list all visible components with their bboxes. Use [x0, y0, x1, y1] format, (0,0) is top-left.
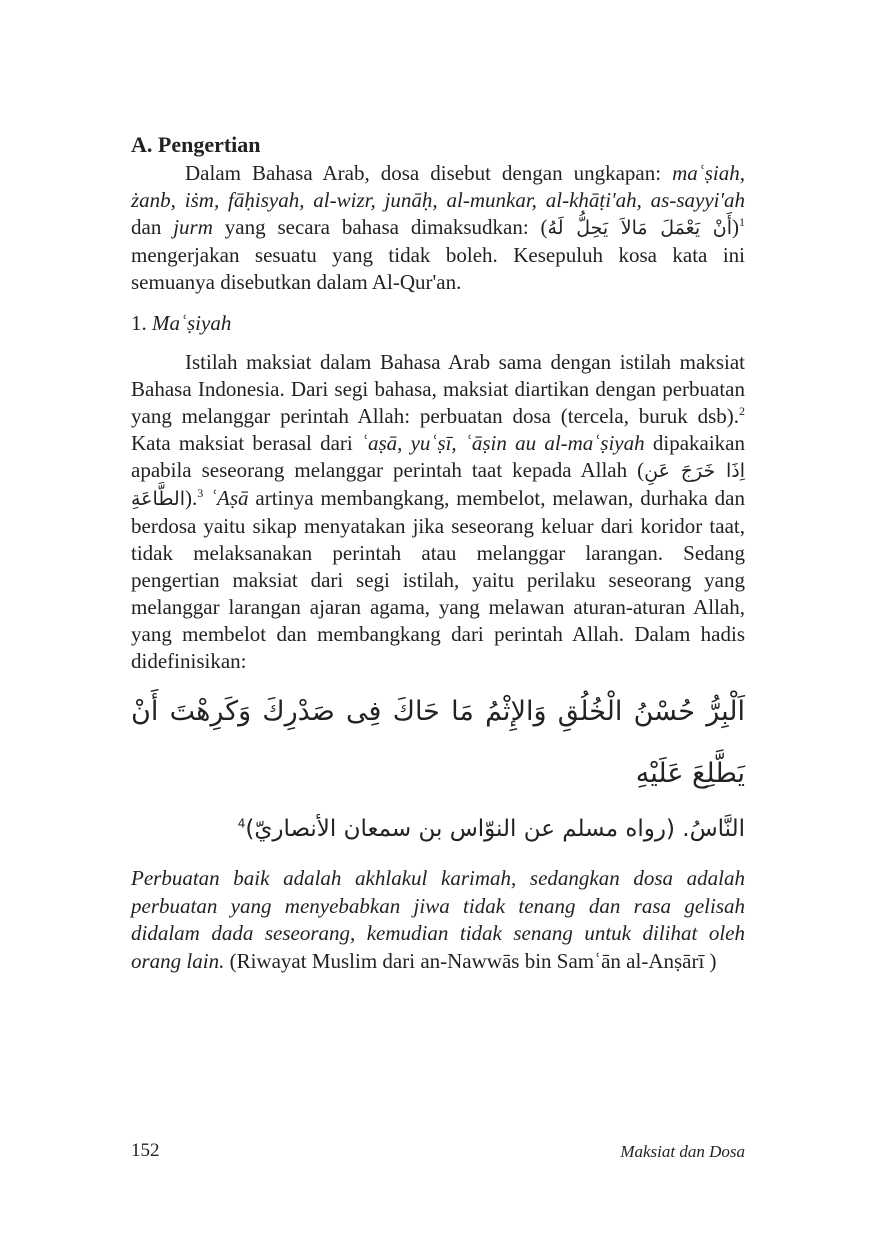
- asa-term: ʿAṣā: [210, 486, 249, 510]
- subsection-number: 1.: [131, 311, 152, 335]
- jurm-term: jurm: [173, 215, 213, 239]
- footnote-ref-2[interactable]: 2: [739, 404, 745, 418]
- translation-source: (Riwayat Muslim dari an-Nawwās bin Samʿān al-Anṣārī ): [224, 948, 717, 973]
- section-heading: A. Pengertian: [131, 132, 261, 157]
- body-text-2: Kata maksiat berasal dari: [131, 431, 361, 455]
- subsection-title: Maʿṣiyah: [152, 311, 232, 335]
- body-text-6: artinya membangkang, membelot, melawan, durhaka dan berdosa yaitu sikap menyatakan jika seseorang keluar dari koridor taat, tidak melaksanakan perintah atau melanggar larangan. Sedang pengertian maksiat dari segi istilah, yaitu perilaku seseorang yang melanggar larangan ajaran agama, yang melawan aturan-aturan Allah, yang membelot dan membangkang dari perintah Allah. Dalam hadis didefinisikan:: [131, 486, 746, 673]
- hadith-line-2-text: النَّاسُ. (رواه مسلم عن النوّاس بن سمعان الأنصاريّ): [245, 816, 745, 842]
- intro-text-4: ): [732, 215, 740, 239]
- footnote-ref-4[interactable]: 4: [237, 816, 246, 831]
- page-number: 152: [131, 1140, 160, 1161]
- running-head: Maksiat dan Dosa: [620, 1142, 745, 1161]
- hadith-line-1: اَلْبِرُّ حُسْنُ الْخُلُقِ وَالإِثْمُ مَا حَاكَ فِى صَدْرِكَ وَكَرِهْتَ أَنْ يَطَّلِعَ عَلَيْهِ: [131, 696, 745, 789]
- subsection-heading: [131, 310, 745, 337]
- intro-text-5: mengerjakan sesuatu yang tidak boleh. Kesepuluh kosa kata ini semuanya disebutkan dalam Al-Qur'an.: [131, 243, 745, 294]
- body-text-1: Istilah maksiat dalam Bahasa Arab sama dengan istilah maksiat Bahasa Indonesia. Dari segi bahasa, maksiat diartikan dengan perbuatan yang melanggar perintah Allah: perbuatan dosa (tercela, buruk dsb).: [131, 350, 745, 428]
- root-words: ʿaṣā, yuʿṣī, ʿāṣin au al-maʿṣiyah: [360, 431, 645, 455]
- intro-text-3: yang secara bahasa dimaksudkan: (: [212, 215, 548, 239]
- intro-paragraph: [131, 160, 745, 296]
- body-paragraph: [131, 349, 745, 675]
- intro-text-1: Dalam Bahasa Arab, dosa disebut dengan ungkapan:: [185, 161, 673, 185]
- translation-paragraph: [131, 865, 745, 975]
- sin-terms: maʿṣiah, żanb, iṡm, fāḥisyah, al-wizr, junāḥ, al-munkar, al-khāṭi'ah, as-sayyi'ah: [131, 161, 745, 212]
- body-text-3: dipakaikan apabila seseorang melanggar perintah taat kepada Allah (: [131, 431, 745, 482]
- intro-arabic: أَنْ يَعْمَلَ مَالاَ يَحِلُّ لَهُ: [547, 217, 733, 239]
- footnote-ref-3[interactable]: 3: [197, 486, 204, 500]
- body-text-4: ).: [184, 486, 198, 510]
- hadith-line-2: [131, 809, 745, 849]
- footnote-ref-1[interactable]: 1: [739, 215, 746, 229]
- page-body: [131, 130, 745, 975]
- translation-italic: Perbuatan baik adalah akhlakul karimah, sedangkan dosa adalah perbuatan yang menyebabkan jiwa tidak tenang dan rasa gelisah didalam dada seseorang, kemudian tidak senang untuk dilihat oleh orang lain.: [131, 866, 745, 973]
- intro-text-2: dan: [131, 215, 174, 239]
- body-arabic: اِذَا خَرَجَ عَنِ الطَّاعَةِ: [131, 460, 745, 510]
